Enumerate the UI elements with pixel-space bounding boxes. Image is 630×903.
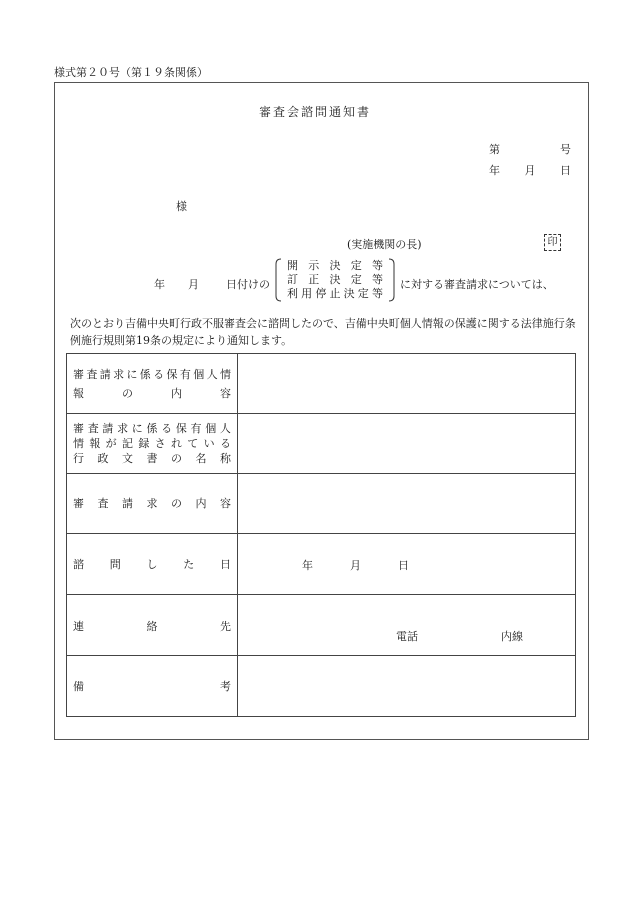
row2-label-line: 審 査 請 求 に 係 る 保 有 個 人 bbox=[73, 422, 231, 435]
row2-label-line: 情 報 が 記 録 さ れ て い る bbox=[73, 437, 231, 450]
issue-date bbox=[489, 162, 571, 178]
table-value-cell bbox=[238, 414, 576, 474]
row4-label: 諮 問 し た 日 bbox=[73, 557, 231, 571]
consult-month: 月 bbox=[350, 558, 361, 572]
reference-number bbox=[489, 141, 571, 157]
table-label-cell bbox=[67, 656, 238, 717]
consult-year: 年 bbox=[302, 558, 313, 572]
row3-label: 審 査 請 求 の 内 容 bbox=[73, 497, 231, 510]
table-row bbox=[67, 656, 576, 717]
decision-option: 訂 正 決 定 等 bbox=[287, 273, 383, 286]
regarding-text: に対する審査請求については、 bbox=[400, 278, 554, 291]
table-label-cell bbox=[67, 414, 238, 474]
table-value-cell bbox=[238, 354, 576, 414]
reference-day-suffix: 日付けの bbox=[226, 278, 270, 291]
form-number-label: 様式第２０号（第１９条関係） bbox=[54, 66, 208, 79]
decision-option: 利 用 停 止 決 定 等 bbox=[287, 287, 383, 300]
phone-label: 電話 bbox=[396, 630, 418, 643]
reference-year: 年 bbox=[154, 278, 165, 291]
notice-details-table bbox=[66, 353, 576, 717]
table-row bbox=[67, 534, 576, 595]
table-row bbox=[67, 414, 576, 474]
table-row bbox=[67, 595, 576, 656]
decision-options-brace bbox=[273, 258, 397, 302]
row1-label-line: 審 査 請 求 に 係 る 保 有 個 人 情 bbox=[73, 367, 231, 381]
consult-day: 日 bbox=[398, 558, 409, 572]
number-suffix: 号 bbox=[560, 143, 571, 156]
extension-label: 内線 bbox=[501, 630, 523, 643]
issuer-name: (実施機関の長) bbox=[347, 238, 422, 251]
decision-option: 開 示 決 定 等 bbox=[287, 259, 383, 272]
table-label-cell bbox=[67, 474, 238, 534]
table-label-cell bbox=[67, 354, 238, 414]
number-prefix: 第 bbox=[489, 143, 500, 156]
document-title: 審査会諮問通知書 bbox=[258, 105, 371, 119]
table-label-cell bbox=[67, 534, 238, 595]
table-value-cell bbox=[238, 474, 576, 534]
consultation-date-cell bbox=[238, 534, 576, 595]
issue-month: 月 bbox=[524, 164, 536, 177]
table-value-cell bbox=[238, 656, 576, 717]
issue-day: 日 bbox=[560, 164, 571, 177]
reference-month: 月 bbox=[188, 278, 199, 291]
contact-cell bbox=[238, 595, 576, 656]
seal-mark: 印 bbox=[544, 234, 561, 251]
issue-year: 年 bbox=[489, 164, 500, 177]
row5-label: 連 絡 先 bbox=[73, 620, 231, 633]
row2-label-line: 行 政 文 書 の 名 称 bbox=[73, 452, 231, 465]
table-label-cell bbox=[67, 595, 238, 656]
notice-body-text: 次のとおり吉備中央町行政不服審査会に諮問したので、吉備中央町個人情報の保護に関する法律施行条例施行規則第19条の規定により通知します。 bbox=[70, 317, 576, 347]
addressee: 様 bbox=[176, 200, 187, 213]
row1-label-line: 報 の 内 容 bbox=[73, 386, 231, 400]
table-row bbox=[67, 354, 576, 414]
table-row bbox=[67, 474, 576, 534]
row6-label: 備 考 bbox=[73, 679, 231, 693]
